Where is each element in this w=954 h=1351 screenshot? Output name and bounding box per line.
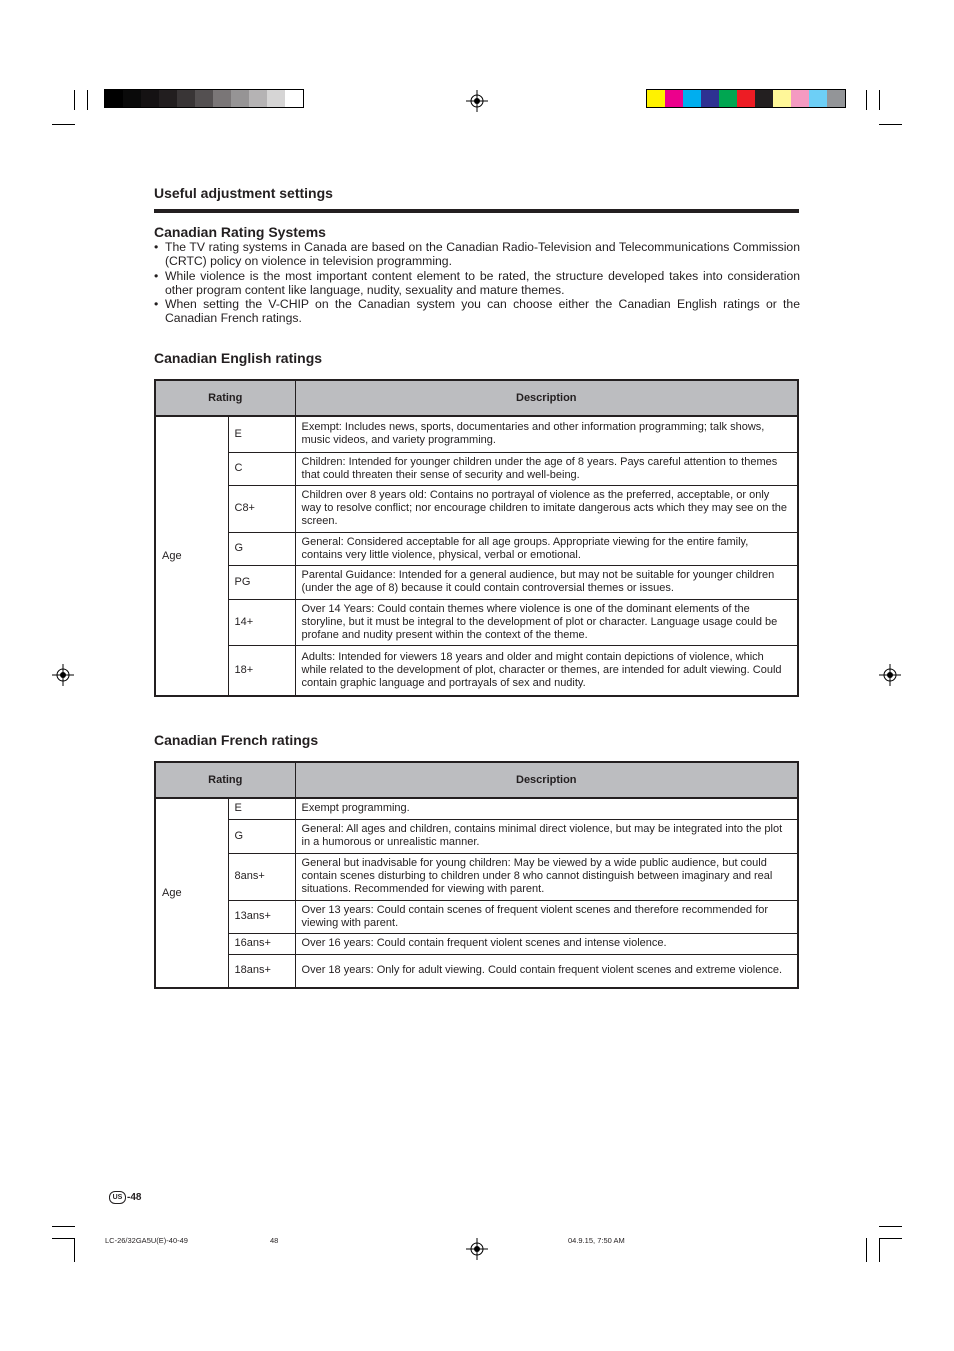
french-ratings-heading: Canadian French ratings	[154, 732, 319, 748]
section-divider	[154, 209, 799, 213]
page-number-text: -48	[127, 1192, 142, 1203]
color-swatch	[159, 90, 177, 107]
rating-description: Children: Intended for younger children under the age of 8 years. Pays careful attention to themes that could threaten their sense of security and well-being.	[295, 452, 798, 485]
color-swatch	[231, 90, 249, 107]
color-swatch	[827, 90, 845, 107]
rating-code: E	[228, 416, 295, 452]
rating-description: Parental Guidance: Intended for a general audience, but may not be suitable for younger children (under the age of 8) because it could contain controversial themes or issues.	[295, 565, 798, 599]
rating-code: 16ans+	[228, 933, 295, 954]
rating-description: Over 16 years: Could contain frequent violent scenes and intense violence.	[295, 933, 798, 954]
rating-code: E	[228, 798, 295, 819]
rating-column-header: Rating	[155, 380, 295, 416]
rating-description: General: All ages and children, contains minimal direct violence, but may be integrated into the plot in a humorous or unrealistic manner.	[295, 819, 798, 853]
color-swatch	[665, 90, 683, 107]
color-swatch	[249, 90, 267, 107]
rating-code: G	[228, 532, 295, 565]
english-ratings-heading: Canadian English ratings	[154, 350, 323, 366]
color-swatch	[267, 90, 285, 107]
footer-timestamp: 04.9.15, 7:50 AM	[568, 1236, 625, 1245]
registration-target-icon	[466, 90, 488, 112]
color-swatch	[755, 90, 773, 107]
rating-description: Exempt programming.	[295, 798, 798, 819]
age-group-label: Age	[155, 798, 228, 988]
color-calibration-bar	[646, 89, 846, 108]
color-swatch	[683, 90, 701, 107]
intro-bullet: • When setting the V-CHIP on the Canadian system you can choose either the Canadian English ratings or the Canadian French ratings.	[154, 297, 800, 326]
color-swatch	[195, 90, 213, 107]
rating-description: Over 13 years: Could contain scenes of frequent violent scenes and therefore recommended for viewing with parent.	[295, 900, 798, 933]
canadian-rating-systems-heading: Canadian Rating Systems	[154, 224, 326, 240]
rating-description: General but inadvisable for young children: May be viewed by a wide public audience, but could contain scenes disturbing to children under 8 who cannot distinguish between imaginary and real situations. Recommended for viewing with parent.	[295, 853, 798, 900]
footer-sheet-number: 48	[270, 1236, 279, 1245]
rating-code: 13ans+	[228, 900, 295, 933]
french-ratings-table	[154, 761, 799, 989]
rating-description: Children over 8 years old: Contains no portrayal of violence as the preferred, acceptable, or only way to resolve conflict; nor encourage children to imitate dangerous acts which they may see on the screen.	[295, 485, 798, 532]
gray-color-bar	[104, 89, 304, 108]
rating-code: C	[228, 452, 295, 485]
description-column-header: Description	[295, 380, 798, 416]
rating-code: 18+	[228, 645, 295, 696]
rating-description: General: Considered acceptable for all age groups. Appropriate viewing for the entire family, contains very little violence, physical, verbal or emotional.	[295, 532, 798, 565]
color-swatch	[737, 90, 755, 107]
rating-column-header: Rating	[155, 762, 295, 798]
registration-target-icon	[879, 664, 901, 686]
color-swatch	[809, 90, 827, 107]
intro-bullet: • The TV rating systems in Canada are based on the Canadian Radio-Television and Telecommunications Commission (CRTC) policy on violence in television programming.	[154, 240, 800, 269]
rating-code: 18ans+	[228, 954, 295, 988]
color-swatch	[105, 90, 123, 107]
description-column-header: Description	[295, 762, 798, 798]
section-title: Useful adjustment settings	[154, 185, 333, 201]
rating-description: Over 18 years: Only for adult viewing. Could contain frequent violent scenes and extreme violence.	[295, 954, 798, 988]
color-swatch	[177, 90, 195, 107]
color-swatch	[123, 90, 141, 107]
rating-description: Over 14 Years: Could contain themes where violence is one of the dominant elements of the storyline, but it must be integral to the development of plot or character. Language usage could be profane and nudity present within the context of the theme.	[295, 599, 798, 645]
english-ratings-table	[154, 379, 799, 697]
intro-bullet-list	[154, 240, 800, 326]
rating-code: 14+	[228, 599, 295, 645]
page-number	[109, 1191, 141, 1204]
color-swatch	[647, 90, 665, 107]
registration-target-icon	[52, 664, 74, 686]
rating-description: Adults: Intended for viewers 18 years and older and might contain depictions of violence, which while related to the development of plot, character or themes, are intended for adult viewing. Could contain graphic language and portrayals of sex and nudity.	[295, 645, 798, 696]
color-swatch	[701, 90, 719, 107]
footer-file-name: LC-26/32GA5U(E)-40-49	[105, 1236, 188, 1245]
rating-code: C8+	[228, 485, 295, 532]
rating-description: Exempt: Includes news, sports, documentaries and other information programming; talk shows, music videos, and variety programming.	[295, 416, 798, 452]
color-swatch	[773, 90, 791, 107]
color-swatch	[719, 90, 737, 107]
color-swatch	[791, 90, 809, 107]
color-swatch	[285, 90, 303, 107]
rating-code: G	[228, 819, 295, 853]
rating-code: PG	[228, 565, 295, 599]
color-swatch	[213, 90, 231, 107]
color-swatch	[141, 90, 159, 107]
us-badge-icon: US	[109, 1191, 126, 1204]
age-group-label: Age	[155, 416, 228, 696]
rating-code: 8ans+	[228, 853, 295, 900]
registration-target-icon	[466, 1238, 488, 1260]
intro-bullet: • While violence is the most important content element to be rated, the structure developed takes into consideration other program content like language, nudity, sexuality and mature themes.	[154, 269, 800, 298]
